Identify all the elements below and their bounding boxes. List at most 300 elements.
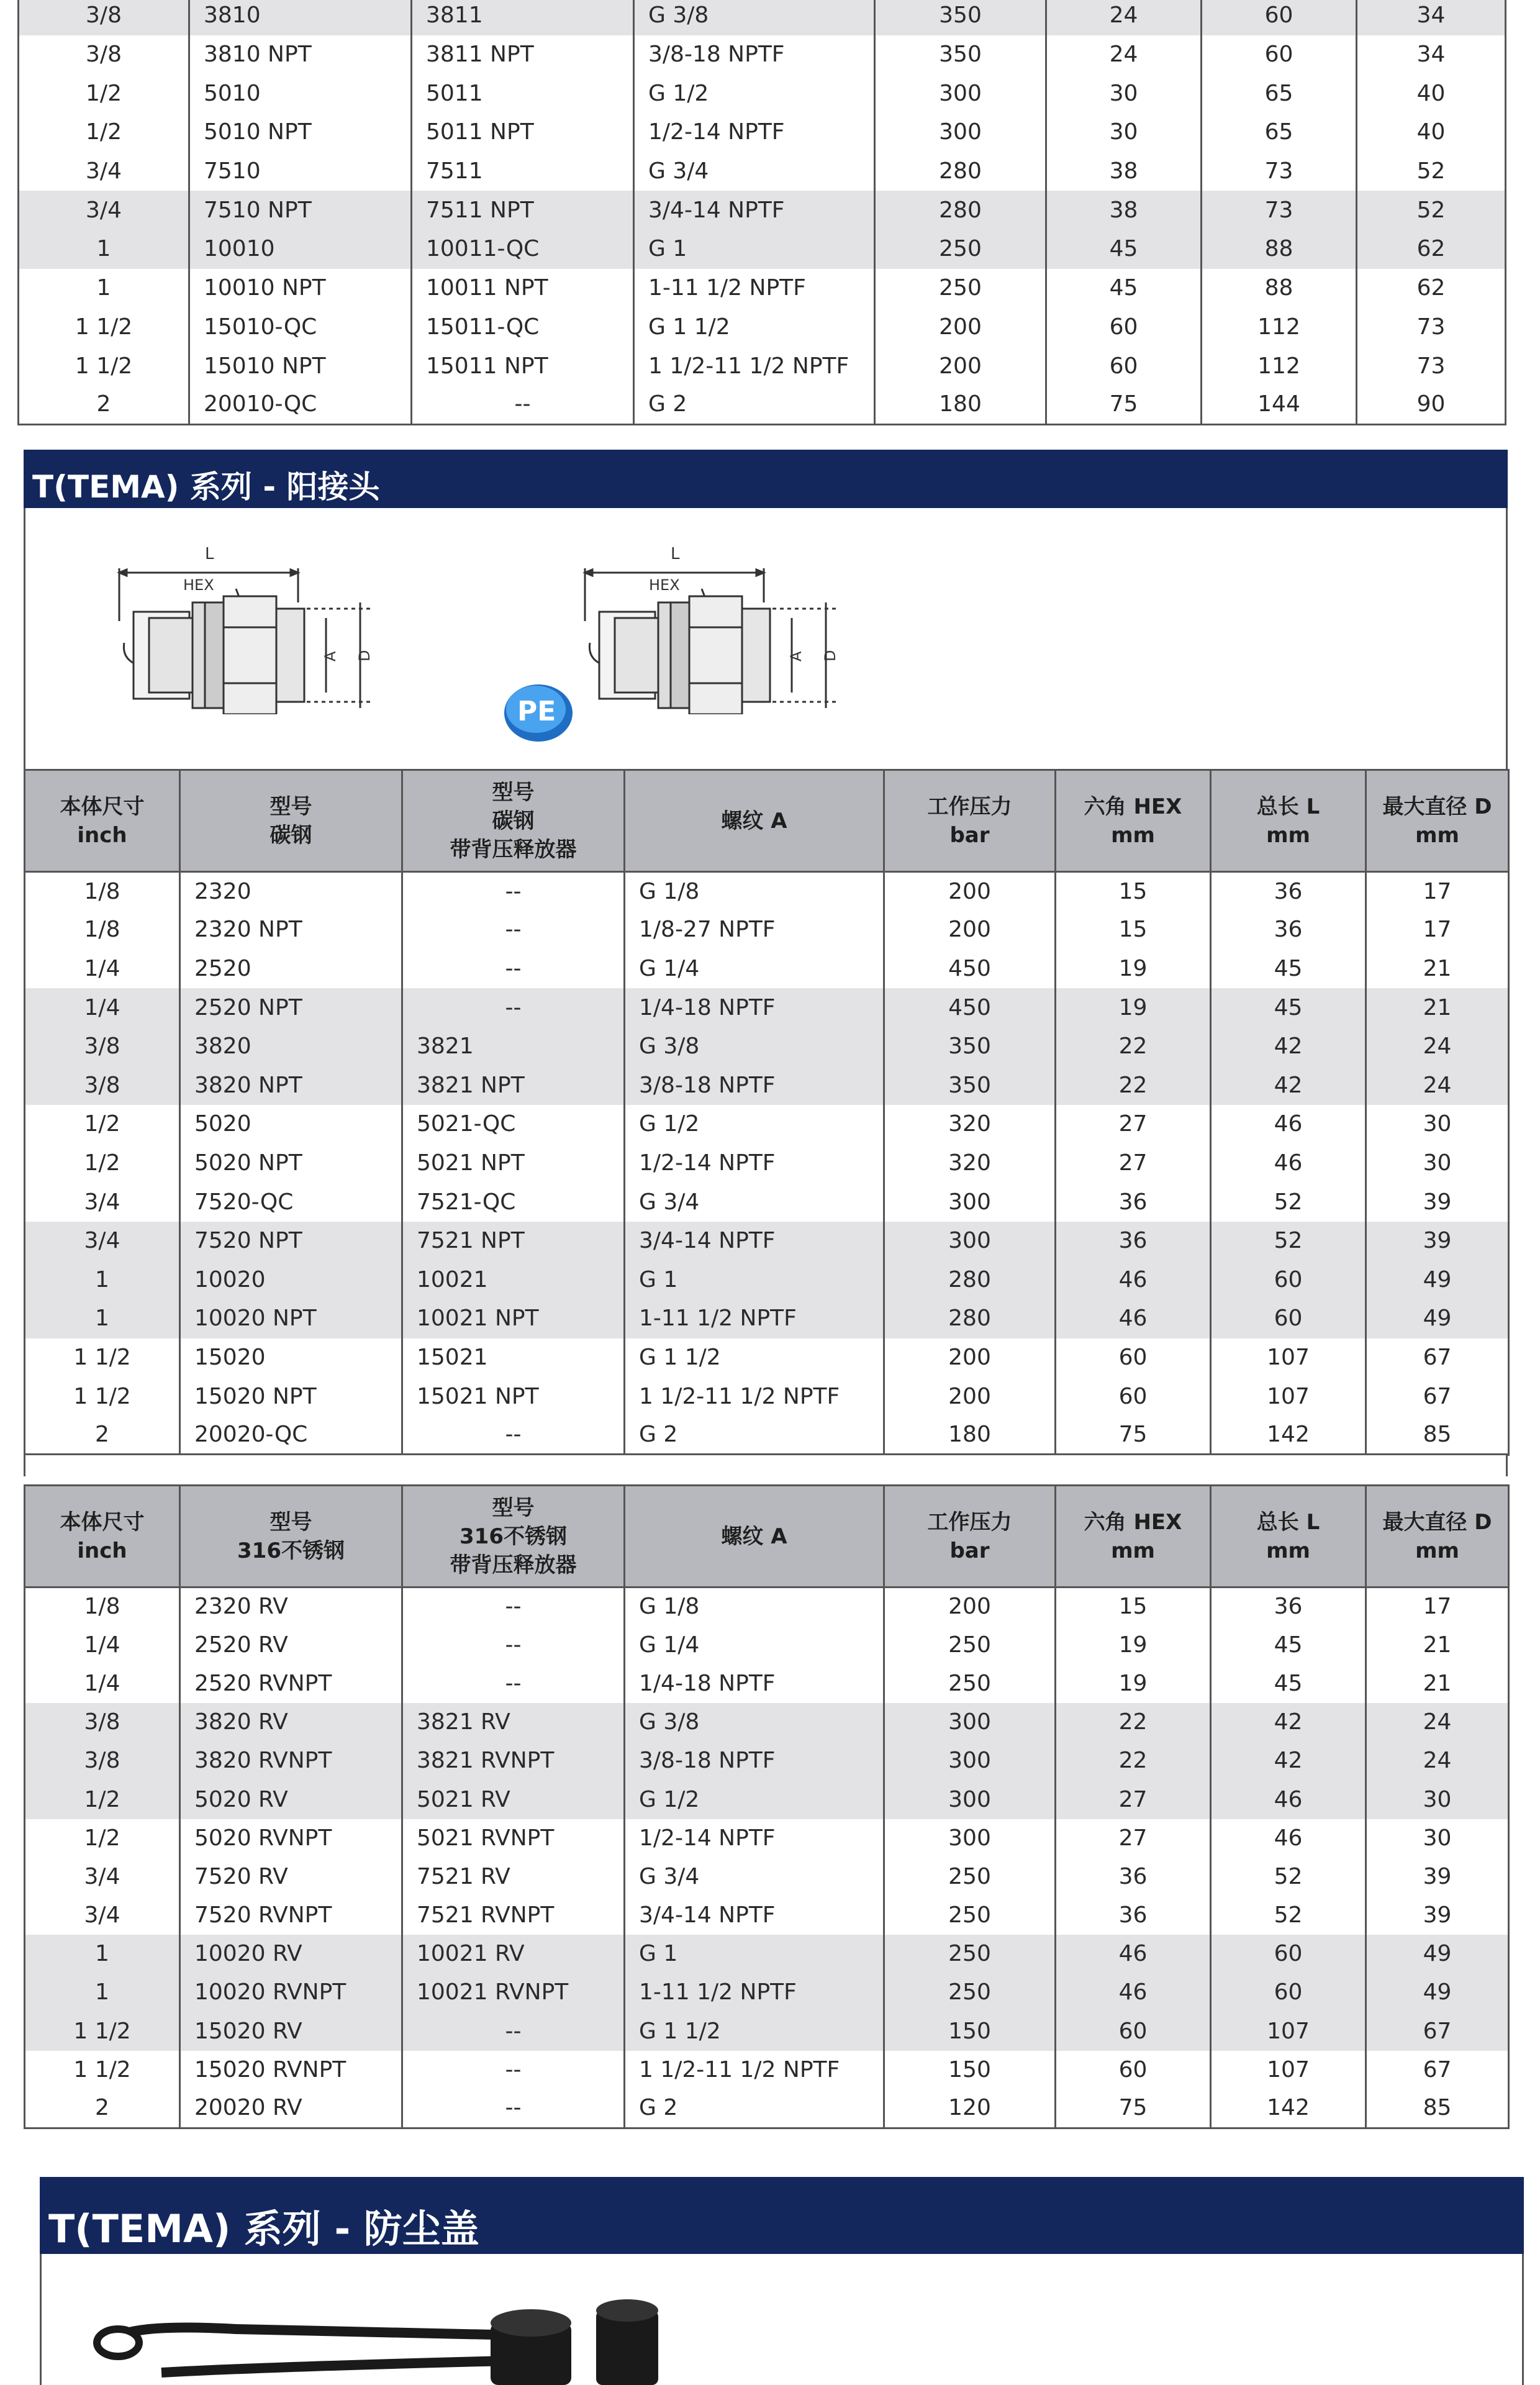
table-cell: 1/4 [25, 988, 180, 1027]
table-cell: 21 [1366, 950, 1509, 989]
table-cell: 350 [884, 1027, 1056, 1066]
table-cell: -- [402, 2051, 625, 2089]
table-cell: 36 [1211, 911, 1366, 950]
table-cell: 42 [1211, 1742, 1366, 1780]
table-cell: 1 1/2 [19, 308, 189, 347]
male-coupler-drawing-2 [571, 534, 845, 714]
table-cell: 30 [1046, 113, 1202, 152]
table-cell: 21 [1366, 1626, 1509, 1665]
table-cell: 85 [1366, 1416, 1509, 1455]
table-cell: 1 [19, 230, 189, 269]
table-cell: 36 [1056, 1222, 1211, 1261]
table-cell: 250 [884, 1973, 1056, 2012]
table-cell: 20020-QC [180, 1416, 402, 1455]
table-cell: 2320 NPT [180, 911, 402, 950]
table-cell: 7520-QC [180, 1183, 402, 1222]
column-header-line: bar [949, 822, 990, 848]
table-row [25, 1896, 1509, 1935]
table-cell: 17 [1366, 1588, 1509, 1626]
table-cell: 24 [1366, 1066, 1509, 1105]
section-title: T(TEMA) 系列 - 阳接头 [32, 469, 380, 505]
male-coupler-drawing-1 [106, 534, 379, 714]
table-cell: 1 1/2-11 1/2 NPTF [634, 347, 875, 386]
table-row [19, 230, 1506, 269]
table-cell: 45 [1211, 988, 1366, 1027]
table-cell: 34 [1357, 35, 1506, 75]
table-cell: 49 [1366, 1935, 1509, 1973]
label-d: D [356, 650, 373, 661]
section-title: T(TEMA) 系列 - 防尘盖 [48, 2206, 479, 2251]
table-cell: 22 [1056, 1742, 1211, 1780]
column-header [884, 1486, 1056, 1588]
column-header [180, 770, 402, 872]
column-header-line: 带背压释放器 [450, 1552, 577, 1578]
table-row [19, 0, 1506, 35]
table-cell: G 2 [634, 386, 875, 425]
table-cell: 46 [1211, 1819, 1366, 1858]
table-cell: 1-11 1/2 NPTF [625, 1973, 884, 2012]
table-cell: 36 [1056, 1183, 1211, 1222]
table-cell: 15010 NPT [189, 347, 412, 386]
table-row [25, 1338, 1509, 1378]
table-cell: 36 [1211, 872, 1366, 911]
table-cell: 10020 NPT [180, 1299, 402, 1338]
table-cell: G 2 [625, 2089, 884, 2128]
table-cell: 42 [1211, 1027, 1366, 1066]
table-cell: 7510 NPT [189, 191, 412, 230]
table-cell: 30 [1366, 1105, 1509, 1144]
table-row [19, 35, 1506, 75]
table-cell: G 1/2 [625, 1105, 884, 1144]
table-cell: 5011 NPT [412, 113, 634, 152]
table-cell: 1-11 1/2 NPTF [625, 1299, 884, 1338]
table-cell: 24 [1046, 35, 1202, 75]
table-continuation [17, 0, 1506, 425]
table-cell: 1 [19, 269, 189, 308]
table-cell: 5020 NPT [180, 1144, 402, 1183]
table-cell: 3/8 [25, 1027, 180, 1066]
table-cell: 52 [1211, 1183, 1366, 1222]
table-cell: G 1/4 [625, 1626, 884, 1665]
table-cell: 3821 [402, 1027, 625, 1066]
table-cell: -- [402, 1665, 625, 1703]
label-hex: HEX [649, 576, 680, 594]
table-row [25, 950, 1509, 989]
table-cell: 73 [1357, 347, 1506, 386]
table-cell: 5010 NPT [189, 113, 412, 152]
table-cell: 180 [884, 1416, 1056, 1455]
column-header [1056, 770, 1211, 872]
table-cell: 30 [1366, 1780, 1509, 1819]
table-cell: 46 [1056, 1973, 1211, 2012]
table-cell: 3/4-14 NPTF [625, 1896, 884, 1935]
table-row [25, 1183, 1509, 1222]
table-cell: 3/4 [25, 1896, 180, 1935]
table-cell: 45 [1046, 230, 1202, 269]
table-cell: 39 [1366, 1183, 1509, 1222]
table-cell: 5020 RVNPT [180, 1819, 402, 1858]
table-stainless-steel [24, 1484, 1510, 2129]
table-cell: 1-11 1/2 NPTF [634, 269, 875, 308]
label-l: L [205, 545, 214, 563]
table-cell: -- [402, 950, 625, 989]
table-cell: 52 [1357, 152, 1506, 191]
table-cell: 1/2-14 NPTF [625, 1819, 884, 1858]
table-cell: 67 [1366, 2051, 1509, 2089]
table-cell: 5011 [412, 74, 634, 113]
table-row [25, 872, 1509, 911]
table-row [25, 1260, 1509, 1299]
table-cell: 300 [875, 74, 1046, 113]
table-cell: 200 [884, 1338, 1056, 1378]
table-cell: 10010 [189, 230, 412, 269]
table-cell: G 1/2 [634, 74, 875, 113]
table-cell: 36 [1211, 1588, 1366, 1626]
table-cell: 1/8 [25, 1588, 180, 1626]
table-cell: 1/8 [25, 872, 180, 911]
table-cell: 52 [1211, 1222, 1366, 1261]
table-cell: 250 [884, 1665, 1056, 1703]
table-cell: -- [402, 872, 625, 911]
table-cell: 39 [1366, 1222, 1509, 1261]
column-header [1366, 770, 1509, 872]
table-cell: 65 [1202, 74, 1357, 113]
table-cell: 10021 [402, 1260, 625, 1299]
table-cell: 10020 [180, 1260, 402, 1299]
table-cell: 15011 NPT [412, 347, 634, 386]
table-cell: 2 [25, 2089, 180, 2128]
table-cell: 142 [1211, 1416, 1366, 1455]
table-cell: 7521-QC [402, 1183, 625, 1222]
table-cell: 40 [1357, 74, 1506, 113]
column-header-line: 型号 [492, 1495, 535, 1520]
label-a: A [322, 651, 339, 661]
label-a: A [787, 651, 805, 661]
table-cell: 3/8-18 NPTF [634, 35, 875, 75]
table-cell: 17 [1366, 872, 1509, 911]
table-cell: -- [402, 1588, 625, 1626]
column-header-line: 本体尺寸 [60, 794, 145, 819]
table-cell: 107 [1211, 1338, 1366, 1378]
column-header [1211, 770, 1366, 872]
table-cell: 60 [1056, 2012, 1211, 2051]
column-header-line: inch [77, 822, 127, 848]
column-header-line: 总长 L [1256, 1509, 1320, 1535]
table-cell: 73 [1202, 152, 1357, 191]
table-cell: 60 [1211, 1299, 1366, 1338]
column-header-line: mm [1111, 822, 1155, 848]
column-header-line: inch [77, 1538, 127, 1563]
table-cell: 250 [884, 1935, 1056, 1973]
table-cell: 2520 NPT [180, 988, 402, 1027]
table-cell: 350 [884, 1066, 1056, 1105]
table-cell: 1/2 [25, 1780, 180, 1819]
table-cell: 3820 [180, 1027, 402, 1066]
table-cell: 46 [1211, 1105, 1366, 1144]
table-cell: G 1 1/2 [625, 1338, 884, 1378]
column-header-line: 总长 L [1256, 794, 1320, 819]
table-cell: 67 [1366, 1377, 1509, 1416]
table-row [19, 191, 1506, 230]
table-cell: 22 [1056, 1703, 1211, 1742]
table-cell: 142 [1211, 2089, 1366, 2128]
dust-cap-illustration [87, 2298, 683, 2385]
table-cell: 3/4 [25, 1183, 180, 1222]
table-row [19, 386, 1506, 425]
table-cell: 15020 RV [180, 2012, 402, 2051]
column-header-line: 最大直径 D [1382, 794, 1492, 819]
column-header [1366, 1486, 1509, 1588]
table-row [25, 1144, 1509, 1183]
table-cell: 46 [1211, 1780, 1366, 1819]
table-cell: 3/8 [25, 1066, 180, 1105]
table-cell: 1 1/2 [25, 2051, 180, 2089]
table-cell: 3/8-18 NPTF [625, 1066, 884, 1105]
table-cell: 1/8 [25, 911, 180, 950]
table-cell: 20020 RV [180, 2089, 402, 2128]
column-header-line: 六角 HEX [1084, 1509, 1182, 1535]
table-cell: 39 [1366, 1896, 1509, 1935]
section-header-male-coupler [24, 450, 1508, 508]
table-cell: 3820 RV [180, 1703, 402, 1742]
table-cell: 88 [1202, 269, 1357, 308]
table-cell: 7521 NPT [402, 1222, 625, 1261]
table-cell: 30 [1046, 74, 1202, 113]
column-header [625, 1486, 884, 1588]
table-cell: 3/4 [25, 1858, 180, 1896]
table-row [25, 2051, 1509, 2089]
table-cell: -- [402, 1626, 625, 1665]
table-row [19, 152, 1506, 191]
pe-badge-icon [500, 677, 581, 745]
table-cell: 60 [1056, 2051, 1211, 2089]
table-cell: 1/2 [19, 74, 189, 113]
table-cell: 1/8-27 NPTF [625, 911, 884, 950]
table-cell: 46 [1056, 1299, 1211, 1338]
table-cell: 45 [1211, 1665, 1366, 1703]
table-cell: 46 [1056, 1935, 1211, 1973]
label-hex: HEX [183, 576, 214, 594]
table-row [19, 308, 1506, 347]
column-header-line: 碳钢 [492, 808, 535, 834]
table-cell: 250 [884, 1626, 1056, 1665]
table-row [25, 1377, 1509, 1416]
table-cell: 67 [1366, 1338, 1509, 1378]
table-cell: 27 [1056, 1819, 1211, 1858]
table-row [25, 2089, 1509, 2128]
table-cell: -- [402, 988, 625, 1027]
table-cell: 2 [19, 386, 189, 425]
table-row [25, 1105, 1509, 1144]
table-cell: 5021 RV [402, 1780, 625, 1819]
table-cell: 2 [25, 1416, 180, 1455]
table-cell: 250 [884, 1896, 1056, 1935]
column-header-line: mm [1266, 822, 1310, 848]
table-row [25, 1626, 1509, 1665]
table-row [25, 1742, 1509, 1780]
table-cell: 3820 RVNPT [180, 1742, 402, 1780]
table-cell: 19 [1056, 988, 1211, 1027]
column-header [625, 770, 884, 872]
table-cell: 3821 RV [402, 1703, 625, 1742]
table-row [25, 1222, 1509, 1261]
table-cell: 112 [1202, 347, 1357, 386]
table-cell: 5021-QC [402, 1105, 625, 1144]
table-cell: 200 [884, 911, 1056, 950]
column-header-line: 型号 [270, 794, 312, 819]
column-header-line: 工作压力 [927, 794, 1012, 819]
table-cell: -- [402, 2012, 625, 2051]
table-cell: 27 [1056, 1780, 1211, 1819]
table-cell: 15020 NPT [180, 1377, 402, 1416]
table-cell: 200 [875, 347, 1046, 386]
table-cell: 300 [884, 1819, 1056, 1858]
table-cell: 60 [1046, 308, 1202, 347]
table-cell: 1/2 [25, 1105, 180, 1144]
table-cell: 24 [1046, 0, 1202, 35]
column-header [1211, 1486, 1366, 1588]
table-cell: 1/2 [25, 1144, 180, 1183]
table-cell: 10011-QC [412, 230, 634, 269]
column-header [1056, 1486, 1211, 1588]
table-cell: G 1/8 [625, 1588, 884, 1626]
table-cell: 5021 RVNPT [402, 1819, 625, 1858]
table-row [25, 1299, 1509, 1338]
table-cell: 1/4 [25, 1665, 180, 1703]
table-cell: 46 [1056, 1260, 1211, 1299]
table-cell: 120 [884, 2089, 1056, 2128]
table-cell: 15011-QC [412, 308, 634, 347]
table-row [19, 74, 1506, 113]
table-cell: 21 [1366, 1665, 1509, 1703]
table-cell: 15 [1056, 1588, 1211, 1626]
table-cell: 60 [1056, 1377, 1211, 1416]
table-row [25, 1780, 1509, 1819]
table-cell: 7511 NPT [412, 191, 634, 230]
table-row [25, 1665, 1509, 1703]
table-cell: 45 [1211, 1626, 1366, 1665]
column-header-line: 316不锈钢 [237, 1538, 345, 1563]
table-row [19, 113, 1506, 152]
table-carbon-steel [24, 769, 1510, 1456]
table-cell: 350 [875, 35, 1046, 75]
table-cell: G 1 1/2 [625, 2012, 884, 2051]
table-cell: 60 [1202, 0, 1357, 35]
table-cell: 15020 [180, 1338, 402, 1378]
table-cell: 1 1/2 [19, 347, 189, 386]
table-cell: 200 [875, 308, 1046, 347]
table-cell: 1/4-18 NPTF [625, 1665, 884, 1703]
table-cell: 7510 [189, 152, 412, 191]
table-cell: 52 [1211, 1896, 1366, 1935]
table-cell: 45 [1211, 950, 1366, 989]
table-cell: 24 [1366, 1703, 1509, 1742]
table-cell: G 1/2 [625, 1780, 884, 1819]
table-cell: 19 [1056, 1665, 1211, 1703]
table-cell: 60 [1211, 1260, 1366, 1299]
table-cell: G 1/8 [625, 872, 884, 911]
table-cell: 60 [1211, 1973, 1366, 2012]
table-cell: 1 1/2-11 1/2 NPTF [625, 2051, 884, 2089]
table-cell: 10020 RV [180, 1935, 402, 1973]
table-cell: 90 [1357, 386, 1506, 425]
column-header-line: 碳钢 [270, 822, 312, 848]
table-cell: 17 [1366, 911, 1509, 950]
table-cell: 22 [1056, 1066, 1211, 1105]
table-row [25, 1973, 1509, 2012]
table-cell: 15010-QC [189, 308, 412, 347]
table-cell: 15 [1056, 872, 1211, 911]
table-cell: 1 [25, 1260, 180, 1299]
table-cell: 7511 [412, 152, 634, 191]
table-cell: -- [402, 2089, 625, 2128]
table-row [25, 2012, 1509, 2051]
table-cell: 107 [1211, 2051, 1366, 2089]
table-cell: 3/4-14 NPTF [625, 1222, 884, 1261]
column-header-line: 带背压释放器 [450, 837, 577, 862]
table-cell: G 3/8 [634, 0, 875, 35]
table-cell: G 3/8 [625, 1027, 884, 1066]
table-cell: G 1 [625, 1935, 884, 1973]
table-cell: G 1 [634, 230, 875, 269]
table-cell: 7521 RV [402, 1858, 625, 1896]
table-cell: 280 [884, 1260, 1056, 1299]
column-header-line: mm [1111, 1538, 1155, 1563]
table-cell: 280 [875, 191, 1046, 230]
table-cell: 30 [1366, 1144, 1509, 1183]
column-header-line: 型号 [270, 1509, 312, 1535]
table-cell: 2520 RVNPT [180, 1665, 402, 1703]
table-row [25, 988, 1509, 1027]
table-cell: 3821 NPT [402, 1066, 625, 1105]
table-cell: 1 1/2 [25, 1377, 180, 1416]
table-cell: G 2 [625, 1416, 884, 1455]
table-cell: 3/4 [25, 1222, 180, 1261]
table-row [25, 1935, 1509, 1973]
table-cell: -- [412, 386, 634, 425]
table-cell: 10011 NPT [412, 269, 634, 308]
table-cell: 24 [1366, 1742, 1509, 1780]
table-cell: 15020 RVNPT [180, 2051, 402, 2089]
table-cell: 85 [1366, 2089, 1509, 2128]
table-cell: 250 [875, 230, 1046, 269]
table-row [19, 269, 1506, 308]
table-row [25, 1858, 1509, 1896]
table-cell: 3/8 [19, 35, 189, 75]
table-cell: 38 [1046, 191, 1202, 230]
table-cell: 320 [884, 1105, 1056, 1144]
table-cell: G 3/4 [634, 152, 875, 191]
table-cell: 3811 NPT [412, 35, 634, 75]
column-header-line: 最大直径 D [1382, 1509, 1492, 1535]
table-cell: 3821 RVNPT [402, 1742, 625, 1780]
column-header-line: 316不锈钢 [460, 1524, 567, 1549]
table-cell: 3/8 [25, 1703, 180, 1742]
table-cell: 60 [1056, 1338, 1211, 1378]
table-cell: 300 [875, 113, 1046, 152]
table-cell: 2520 RV [180, 1626, 402, 1665]
table-cell: 107 [1211, 1377, 1366, 1416]
table-cell: 34 [1357, 0, 1506, 35]
column-header-line: 型号 [492, 779, 535, 805]
table-cell: 60 [1046, 347, 1202, 386]
table-cell: 38 [1046, 152, 1202, 191]
table-cell: 7520 RV [180, 1858, 402, 1896]
label-d: D [822, 650, 839, 661]
table-cell: 49 [1366, 1973, 1509, 2012]
table-separator [24, 1453, 1508, 1476]
table-cell: 2320 [180, 872, 402, 911]
